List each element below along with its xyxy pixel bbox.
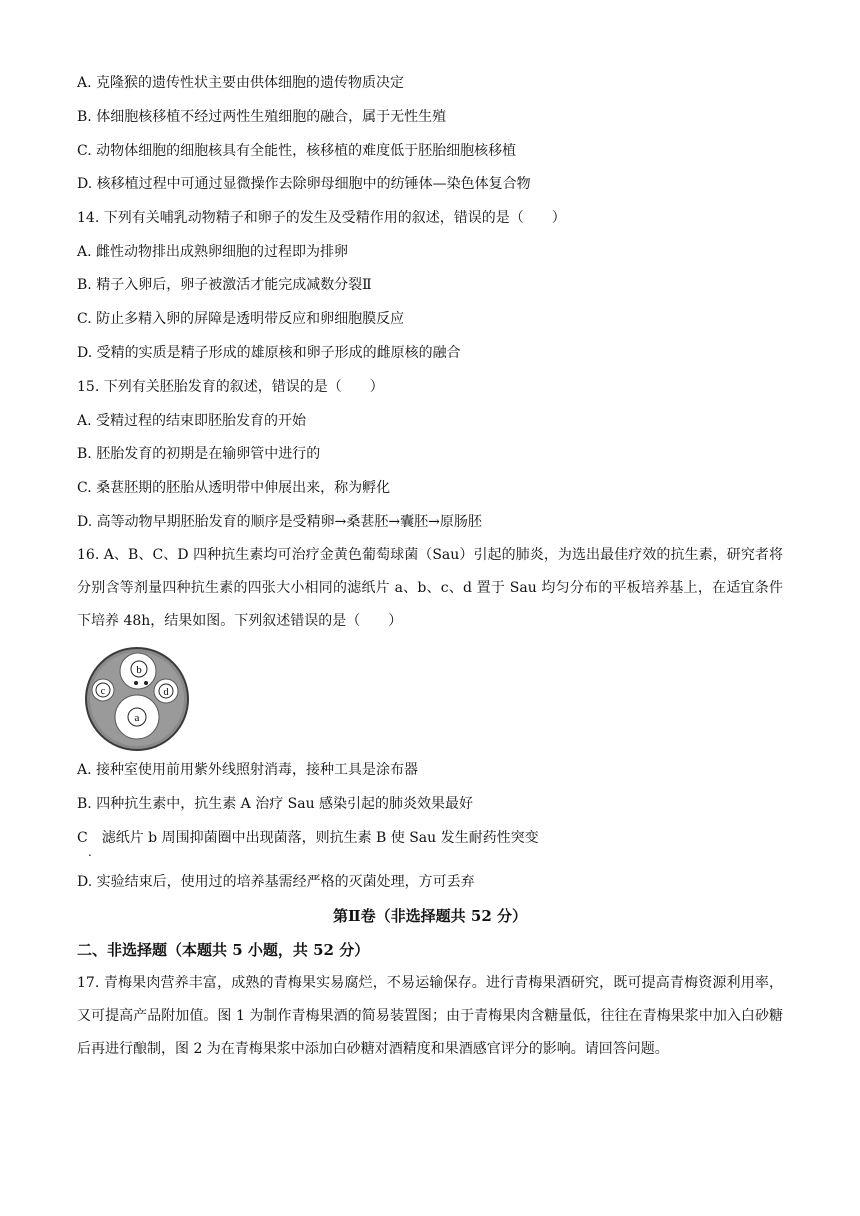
q15-option-a: A. 受精过程的结束即胚胎发育的开始 xyxy=(77,413,307,429)
section2-title: 二、非选择题（本题共 5 小题，共 52 分） xyxy=(77,941,370,959)
disc-label-a: a xyxy=(134,712,140,724)
colony-dot xyxy=(144,681,148,685)
q15-stem: 15. 下列有关胚胎发育的叙述，错误的是（ ） xyxy=(77,379,384,395)
q16-option-d: D. 实验结束后，使用过的培养基需经严格的灭菌处理，方可丢弃 xyxy=(77,874,475,890)
q14-option-a: A. 雌性动物排出成熟卵细胞的过程即为排卵 xyxy=(77,244,349,260)
colony-dot xyxy=(134,681,138,685)
q14-option-c: C. 防止多精入卵的屏障是透明带反应和卵细胞膜反应 xyxy=(77,311,405,327)
q15-option-d: D. 高等动物早期胚胎发育的顺序是受精卵→桑葚胚→囊胚→原肠胚 xyxy=(77,514,482,530)
q15-option-c: C. 桑葚胚期的胚胎从透明带中伸展出来，称为孵化 xyxy=(77,480,391,496)
q13-option-d: D. 核移植过程中可通过显微操作去除卵母细胞中的纺锤体—染色体复合物 xyxy=(77,176,531,192)
q13-option-a: A. 克隆猴的遗传性状主要由供体细胞的遗传物质决定 xyxy=(77,75,405,91)
disc-label-d: d xyxy=(163,687,169,698)
q16-option-c: C 滤纸片 b 周围抑菌圈中出现菌落，则抗生素 B 使 Sau 发生耐药性突变 xyxy=(77,830,539,846)
disc-label-c: c xyxy=(100,686,106,697)
q14-option-b: B. 精子入卵后，卵子被激活才能完成减数分裂Ⅱ xyxy=(77,277,372,293)
petri-dish-figure xyxy=(83,645,191,753)
q14-stem: 14. 下列有关哺乳动物精子和卵子的发生及受精作用的叙述，错误的是（ ） xyxy=(77,210,566,226)
q16-stem: 16. A、B、C、D 四种抗生素均可治疗金黄色葡萄球菌（Sau）引起的肺炎，为选出最佳疗效的抗生素，研究者将分别含等剂量四种抗生素的四张大小相同的滤纸片 a、b、c、d 置于 Sau 均匀分布的平板培养基上，在适宜条件下培养 48h，结果如图。下列叙述错误的是（ ） xyxy=(77,547,783,629)
part2-title: 第Ⅱ卷（非选择题共 52 分） xyxy=(333,907,527,925)
disc-label-b: b xyxy=(136,664,142,676)
q15-option-b: B. 胚胎发育的初期是在输卵管中进行的 xyxy=(77,446,321,462)
option-c-dot: . xyxy=(88,845,92,859)
q17-stem: 17. 青梅果肉营养丰富，成熟的青梅果实易腐烂，不易运输保存。进行青梅果酒研究，既可提高青梅资源利用率，又可提高产品附加值。图 1 为制作青梅果酒的简易装置图；由于青梅果肉含糖量低，往往在青梅果浆中加入白砂糖后再进行酿制，图 2 为在青梅果浆中添加白砂糖对酒精度和果酒感官评分的影响。请回答问题。 xyxy=(77,975,783,1057)
q13-option-b: B. 体细胞核移植不经过两性生殖细胞的融合，属于无性生殖 xyxy=(77,109,447,125)
q16-option-b: B. 四种抗生素中，抗生素 A 治疗 Sau 感染引起的肺炎效果最好 xyxy=(77,796,474,812)
q14-option-d: D. 受精的实质是精子形成的雄原核和卵子形成的雌原核的融合 xyxy=(77,345,461,361)
q16-option-a: A. 接种室使用前用紫外线照射消毒，接种工具是涂布器 xyxy=(77,762,419,778)
q13-option-c: C. 动物体细胞的细胞核具有全能性，核移植的难度低于胚胎细胞核移植 xyxy=(77,143,517,159)
